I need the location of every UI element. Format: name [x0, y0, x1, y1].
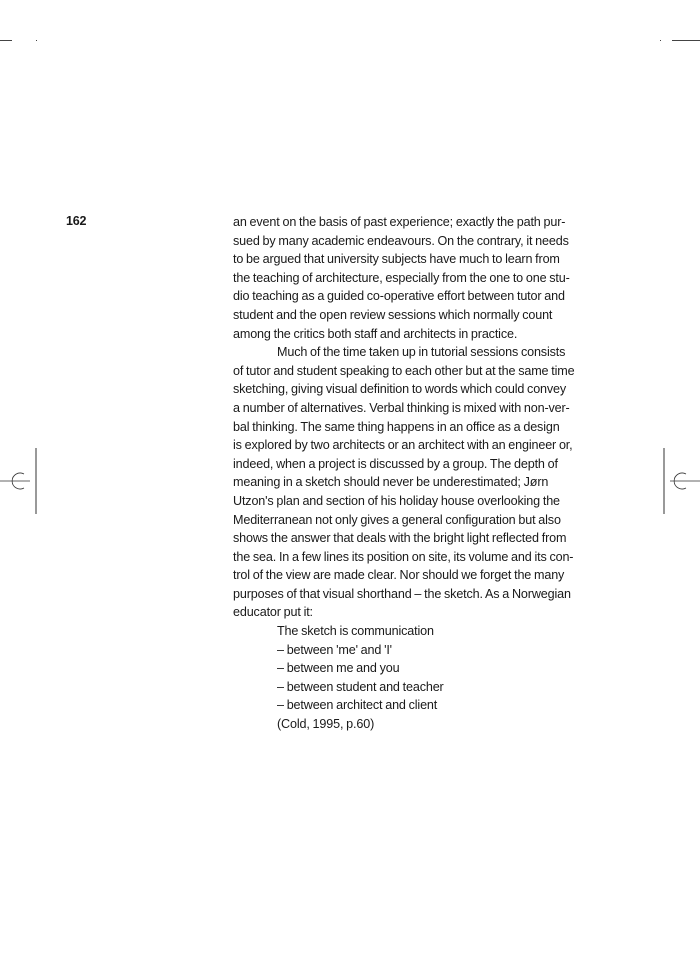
quote-line: The sketch is communication — [277, 624, 434, 639]
text-line: shows the answer that deals with the bright light reflected from — [233, 531, 567, 546]
crop-dot-top-left — [36, 40, 37, 41]
text-line: is explored by two architects or an architect with an engineer or, — [233, 438, 573, 453]
text-line: purposes of that visual shorthand – the sketch. As a Norwegian — [233, 586, 571, 601]
text-line: trol of the view are made clear. Nor should we forget the many — [233, 568, 565, 583]
text-line: to be argued that university subjects have much to learn from — [233, 252, 560, 267]
quote-line: – between architect and client — [277, 698, 438, 713]
text-line: Mediterranean not only gives a general configuration but also — [233, 512, 561, 527]
paragraph — [233, 343, 603, 622]
text-line: sketching, giving visual definition to words which could convey — [233, 382, 567, 397]
text-line: a number of alternatives. Verbal thinking is mixed with non-ver- — [233, 400, 570, 415]
crop-dot-top-right — [660, 40, 661, 41]
text-line: student and the open review sessions which normally count — [233, 307, 553, 322]
text-line: the sea. In a few lines its position on site, its volume and its con- — [233, 549, 574, 564]
block-quote — [233, 622, 603, 734]
text-line: the teaching of architecture, especially from the one to one stu- — [233, 270, 570, 285]
text-line: sued by many academic endeavours. On the contrary, it needs — [233, 233, 569, 248]
text-line: Much of the time taken up in tutorial sessions consists — [277, 345, 566, 360]
registration-mark-right — [660, 446, 700, 516]
quote-citation: (Cold, 1995, p.60) — [277, 717, 375, 732]
body-text — [233, 213, 603, 734]
text-line: Utzon's plan and section of his holiday house overlooking the — [233, 493, 560, 508]
text-line: bal thinking. The same thing happens in an office as a design — [233, 419, 560, 434]
crop-mark-top-left — [0, 40, 12, 41]
text-line: educator put it: — [233, 605, 313, 620]
crop-mark-top-right — [672, 40, 700, 41]
text-line: among the critics both staff and architects in practice. — [233, 326, 518, 341]
text-line: dio teaching as a guided co-operative effort between tutor and — [233, 289, 565, 304]
text-line: indeed, when a project is discussed by a group. The depth of — [233, 456, 558, 471]
page-number: 162 — [66, 214, 87, 228]
quote-line: – between me and you — [277, 661, 400, 676]
text-line: of tutor and student speaking to each other but at the same time — [233, 363, 575, 378]
paragraph — [233, 213, 603, 343]
text-line: meaning in a sketch should never be underestimated; Jørn — [233, 475, 549, 490]
registration-mark-left — [0, 446, 40, 516]
text-line: an event on the basis of past experience; exactly the path pur- — [233, 215, 566, 229]
quote-line: – between 'me' and 'I' — [277, 642, 392, 657]
quote-line: – between student and teacher — [277, 679, 444, 694]
